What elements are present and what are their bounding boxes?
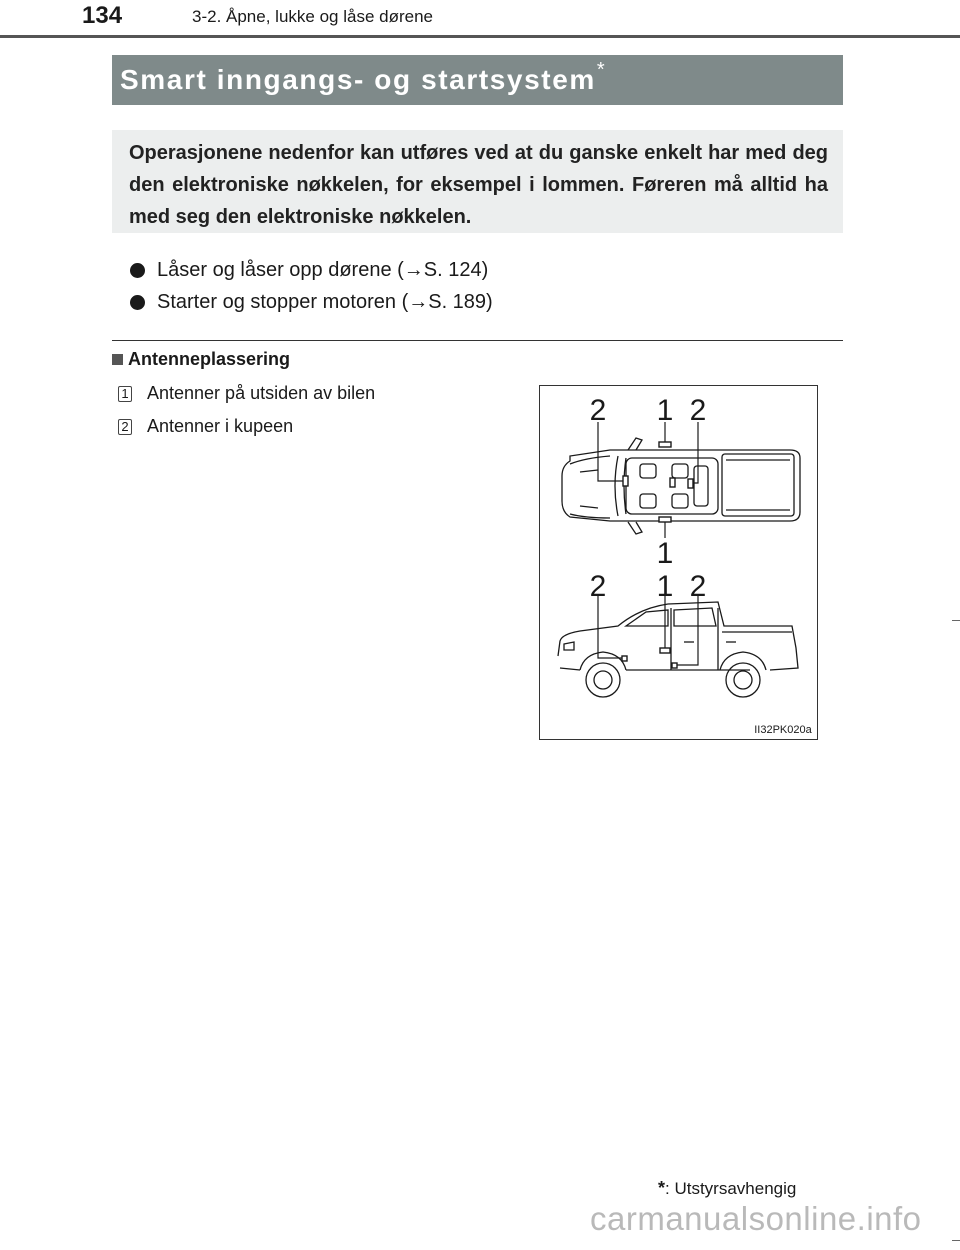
callout-label: 2 [689,570,707,603]
legend-item [118,416,293,437]
crop-mark [952,620,960,621]
square-bullet-icon [112,354,123,365]
watermark: carmanualsonline.info [590,1200,922,1237]
section-heading: 3-2. Åpne, lukke og låse dørene [192,7,433,26]
bullet-item [130,291,493,314]
crop-mark [952,1240,960,1241]
callout-label: 1 [656,570,674,603]
intro-box: Operasjonene nedenfor kan utføres ved at du ganske enkelt har med deg den elektroniske nøkkelen, for eksempel i lommen. Føreren må alltid ha med seg den elektroniske nøkkelen. [112,130,843,233]
legend-text: Antenner i kupeen [147,416,294,436]
subsection-heading-text: Antenneplassering [128,349,291,369]
subsection-heading [112,349,290,370]
bullet-dot-icon [130,263,145,278]
footnote [658,1178,796,1199]
callout-label: 2 [589,394,607,427]
top-view-antennas [623,442,693,522]
page-number: 134 [82,2,123,29]
header-rule [0,35,960,38]
callout-label: 1 [656,394,674,427]
footnote-text: : Utstyrsavhengig [665,1179,797,1198]
figure-code: II32PK020a [754,724,812,736]
legend-number: 2 [118,419,132,435]
page-title: Smart inngangs- og startsystem [120,64,596,95]
antenna-figure [539,385,818,740]
bullet-text: Låser og låser opp dørene (→S. 124) [157,259,489,281]
bullet-text: Starter og stopper motoren (→S. 189) [157,291,493,313]
optional-equipment-marker: * [596,59,607,81]
footnote-marker: * [658,1178,666,1198]
side-view-antennas [622,648,677,668]
title-bar [112,55,843,105]
legend-item [118,383,375,404]
callout-label: 2 [589,570,607,603]
callout-label: 2 [689,394,707,427]
bullet-item [130,259,488,282]
side-view-truck [558,602,798,697]
bullet-dot-icon [130,295,145,310]
vehicle-diagram [540,386,817,739]
section-divider [112,340,843,341]
legend-text: Antenner på utsiden av bilen [147,383,376,403]
callout-label: 1 [656,537,674,570]
legend-number: 1 [118,386,132,402]
